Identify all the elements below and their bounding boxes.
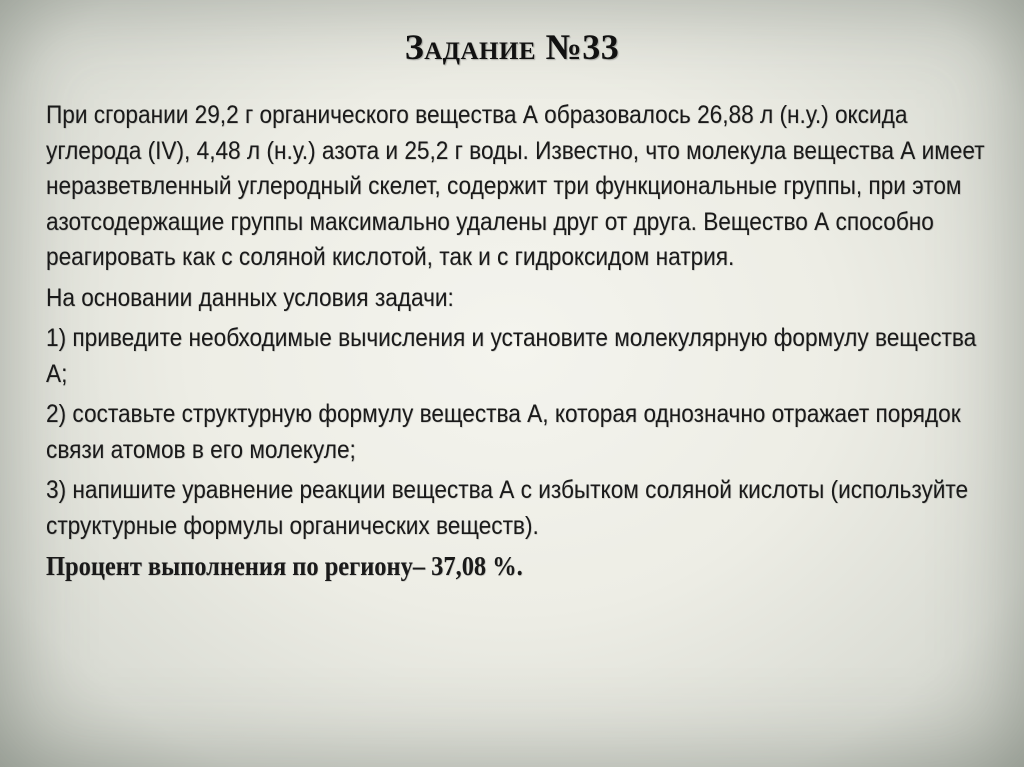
task-instructions-intro: На основании данных условия задачи: bbox=[46, 283, 454, 312]
task-question-3: 3) напишите уравнение реакции вещества А с избытком соляной кислоты (используйте структурные формулы органических веществ). bbox=[46, 476, 969, 540]
completion-rate: Процент выполнения по региону– 37,08 %. bbox=[46, 551, 523, 581]
task-title: Задание №33 bbox=[404, 27, 620, 67]
task-condition: При сгорании 29,2 г органического вещества А образовалось 26,88 л (н.у.) оксида углерода (IV), 4,48 л (н.у.) азота и 25,2 г воды. Известно, что молекула вещества А имеет неразветвленный углеродный скелет, содержит три функциональные группы, при этом азотсодержащие группы максимально удалены друг от друга. Вещество А способно реагировать как с соляной кислотой, так и с гидроксидом натрия. bbox=[46, 101, 985, 271]
task-question-1: 1) приведите необходимые вычисления и установите молекулярную формулу вещества А; bbox=[46, 324, 977, 388]
task-content bbox=[46, 98, 996, 590]
task-question-2: 2) составьте структурную формулу вещества А, которая однозначно отражает порядок связи атомов в его молекуле; bbox=[46, 400, 961, 464]
